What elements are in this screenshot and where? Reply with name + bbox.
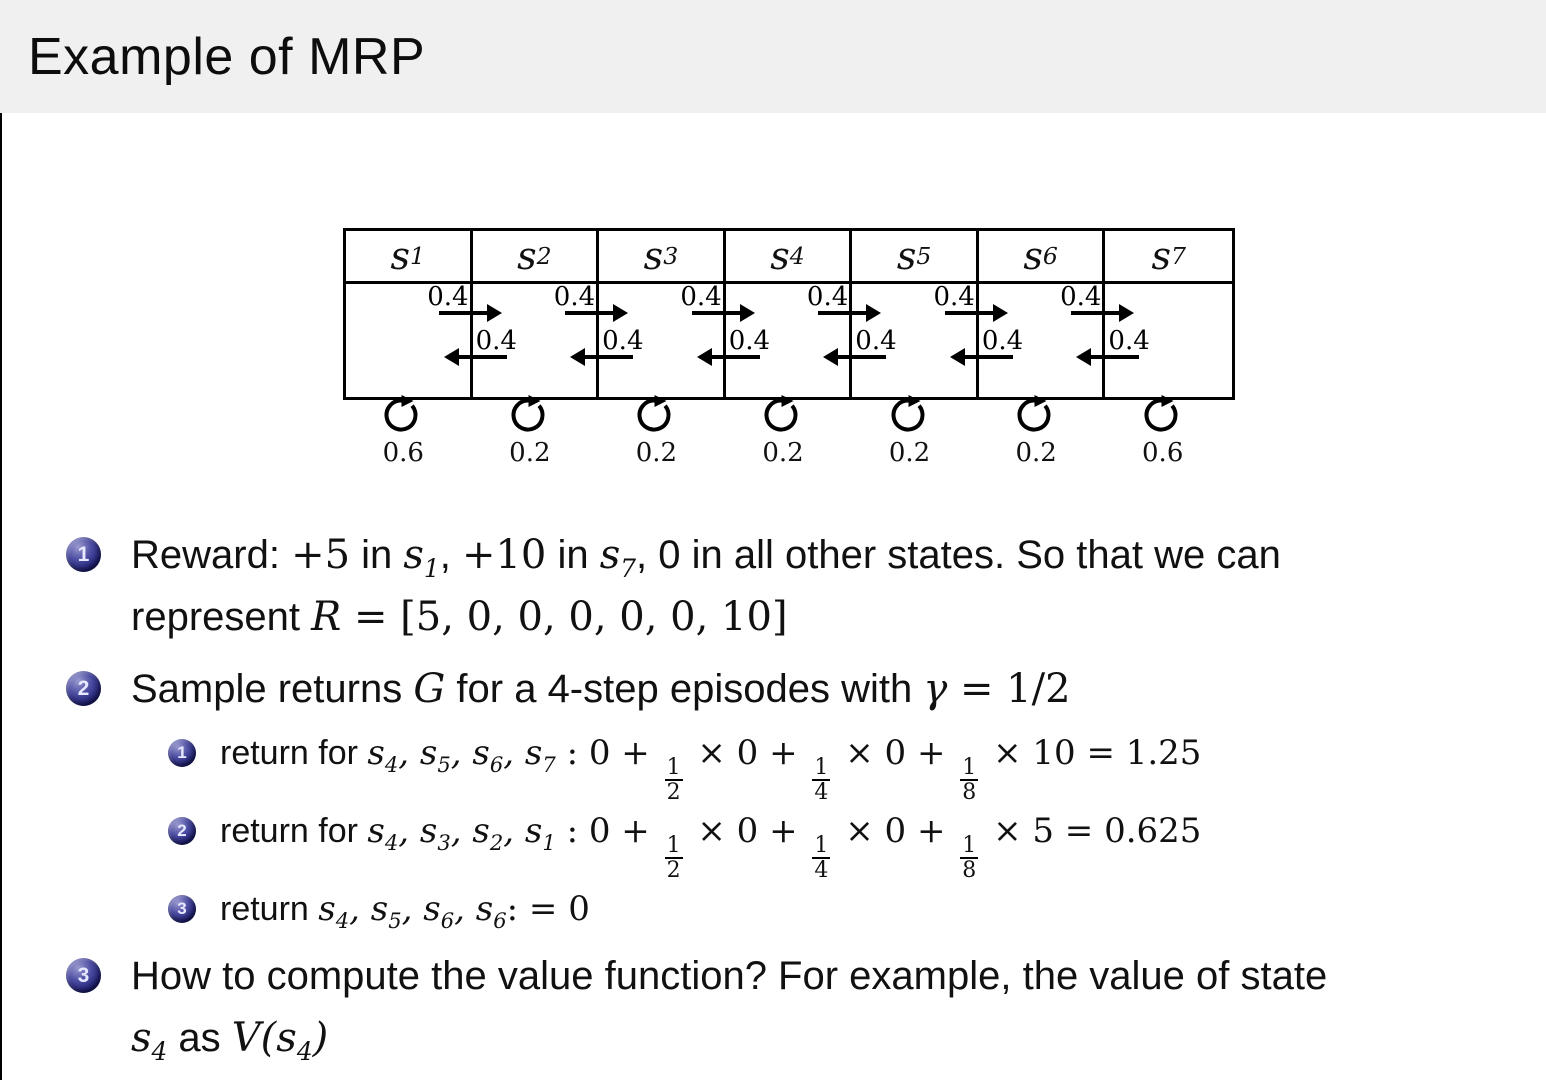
transition-prob-label: 0.4 — [855, 326, 897, 356]
text-run: as — [167, 1016, 232, 1061]
item-number-badge: 1 — [66, 537, 101, 572]
state-label: s 3 — [599, 231, 726, 284]
item-text — [131, 658, 1526, 720]
fraction-numerator: 1 — [814, 832, 829, 858]
arrow-right-head — [1119, 304, 1134, 322]
fraction-numerator: 1 — [666, 832, 681, 858]
math-run: $V(s_4)$ — [231, 1015, 329, 1067]
self-loop-arrow — [634, 394, 678, 434]
sub-item-number-badge: 3 — [168, 895, 196, 923]
state-label: s 4 — [726, 231, 853, 284]
mrp-state-diagram — [343, 228, 1235, 468]
math-run: $s_7$ — [599, 532, 637, 583]
self-loop-arrow — [1014, 394, 1058, 434]
self-loop-prob-label: 0.2 — [888, 438, 931, 468]
state-label: s 6 — [979, 231, 1106, 284]
fraction-denominator: 4 — [814, 858, 829, 884]
state-label: s 2 — [473, 231, 600, 284]
sub-list-item — [168, 804, 1526, 882]
bullet-text-line — [131, 658, 1526, 720]
self-loop-prob-label: 0.6 — [382, 438, 424, 468]
arrow-left-head — [444, 348, 459, 366]
sub-list-item — [168, 726, 1526, 804]
sub-item-number-badge: 2 — [168, 817, 196, 845]
transition-prob-label: 0.4 — [475, 326, 517, 356]
self-loop-prob-label: 0.2 — [1015, 438, 1057, 468]
transition-prob-label: 0.4 — [1060, 282, 1102, 312]
transition-prob-label: 0.4 — [728, 326, 771, 356]
transition-prob-label: 0.4 — [427, 282, 469, 312]
text-run: return for — [220, 734, 368, 772]
fraction-denominator: 8 — [962, 779, 977, 805]
self-loop-prob-label: 0.2 — [635, 438, 678, 468]
arrow-left-head — [697, 348, 712, 366]
fraction — [960, 834, 978, 882]
math-upright-run: × 0 + — [686, 733, 809, 773]
sub-list-item — [168, 882, 1526, 937]
fraction-denominator: 2 — [666, 779, 681, 805]
arrow-right-head — [740, 304, 755, 322]
transition-prob-label: 0.4 — [981, 326, 1024, 356]
math-upright-run: : = 0 — [506, 889, 590, 930]
math-run: γ — [923, 666, 948, 712]
math-upright-run: × 10 = 1.25 — [982, 733, 1202, 773]
transition-prob-label: 0.4 — [933, 282, 975, 312]
math-run: $s_1$ — [403, 532, 440, 583]
fraction — [665, 834, 683, 882]
text-run: Sample returns — [131, 667, 414, 711]
transition-prob-label: 0.4 — [553, 282, 596, 312]
transition-prob-label: 0.4 — [806, 282, 849, 312]
text-run: represent — [131, 595, 312, 639]
self-loop-arrow — [381, 394, 425, 434]
fraction — [812, 756, 830, 804]
math-upright-run: × 0 + — [834, 811, 957, 852]
text-run: , 0 in all other states. So that we can — [636, 533, 1281, 577]
sub-list — [168, 726, 1526, 937]
arrow-left-head — [950, 348, 965, 366]
slide-left-border — [0, 0, 2, 1080]
math-upright-run: : 0 + — [555, 733, 661, 773]
math-run: $s_4$, $s_5$, $s_6$, $s_6$ — [318, 889, 507, 933]
item-text — [131, 945, 1526, 1069]
transition-prob-label: 0.4 — [680, 282, 722, 312]
arrow-right-head — [487, 304, 502, 322]
fraction-denominator: 2 — [666, 858, 681, 884]
math-upright-run: +5 — [291, 532, 351, 578]
self-loop-arrow — [761, 394, 805, 434]
fraction-denominator: 8 — [962, 858, 977, 884]
text-run: return for — [220, 812, 368, 851]
math-run: G — [413, 666, 446, 712]
list-item — [66, 524, 1526, 648]
fraction-denominator: 4 — [814, 779, 829, 805]
math-upright-run: × 5 = 0.625 — [982, 811, 1202, 852]
text-run: in — [546, 533, 600, 577]
arrow-left-head — [1076, 348, 1091, 366]
sub-item-text — [220, 804, 1526, 882]
math-run: R — [311, 594, 342, 640]
list-item — [66, 658, 1526, 720]
self-loop-arrow — [508, 394, 552, 434]
sub-item-number-badge: 1 — [168, 739, 196, 767]
text-run: Reward: — [131, 533, 292, 577]
slide-header — [0, 0, 1546, 113]
math-upright-run: +10 — [461, 532, 547, 578]
fraction-numerator: 1 — [962, 832, 977, 858]
bullet-text-line — [131, 586, 1526, 648]
math-upright-run: : 0 + — [555, 811, 661, 852]
self-loop-arrow — [888, 394, 932, 434]
self-loop-prob-label: 0.2 — [509, 438, 551, 468]
page-title: Example of MRP — [28, 27, 426, 86]
fraction-numerator: 1 — [962, 754, 977, 780]
text-run: , — [439, 533, 462, 577]
bullet-text-line — [131, 945, 1526, 1007]
fraction-numerator: 1 — [814, 754, 829, 780]
math-run: $s_4$ — [131, 1015, 168, 1067]
sub-item-text — [220, 882, 1526, 937]
arrow-right-head — [993, 304, 1008, 322]
state-label: s 1 — [346, 231, 473, 284]
transition-prob-label: 0.4 — [602, 326, 644, 356]
arrow-left-head — [570, 348, 585, 366]
state-label: s 5 — [852, 231, 979, 284]
self-loop-prob-label: 0.2 — [762, 438, 804, 468]
state-label: s 7 — [1105, 231, 1232, 284]
self-loop-arrow — [1141, 394, 1185, 434]
bullet-list — [66, 524, 1526, 1069]
arrow-right-head — [866, 304, 881, 322]
item-text — [131, 524, 1526, 648]
text-run: return — [220, 890, 319, 929]
list-item — [66, 945, 1526, 1069]
sub-bullet-text-line — [220, 726, 1526, 804]
fraction — [960, 756, 978, 804]
text-run: in — [350, 533, 404, 577]
arrow-right-head — [613, 304, 628, 322]
fraction — [812, 834, 830, 882]
transition-prob-label: 0.4 — [1108, 326, 1150, 356]
math-upright-run: × 0 + — [686, 811, 809, 852]
math-upright-run: = 1/2 — [947, 666, 1071, 712]
math-upright-run: × 0 + — [834, 733, 957, 773]
fraction-numerator: 1 — [666, 754, 681, 780]
self-loop-prob-label: 0.6 — [1142, 438, 1184, 468]
item-number-badge: 2 — [66, 671, 101, 706]
text-run: How to compute the value function? For example, the value of state — [131, 954, 1328, 999]
arrow-left-head — [823, 348, 838, 366]
item-number-badge: 3 — [66, 958, 101, 993]
fraction — [665, 756, 683, 804]
text-run: for a 4-step episodes with — [445, 667, 924, 711]
bullet-text-line — [131, 1007, 1526, 1069]
sub-item-text — [220, 726, 1526, 804]
math-run: $s_4$, $s_3$, $s_2$, $s_1$ — [367, 811, 556, 855]
math-run: $s_4$, $s_5$, $s_6$, $s_7$ — [367, 733, 556, 777]
bullet-text-line — [131, 524, 1526, 586]
math-upright-run: = [5, 0, 0, 0, 0, 0, 10] — [341, 594, 788, 640]
sub-bullet-text-line — [220, 804, 1526, 882]
sub-bullet-text-line — [220, 882, 1526, 937]
